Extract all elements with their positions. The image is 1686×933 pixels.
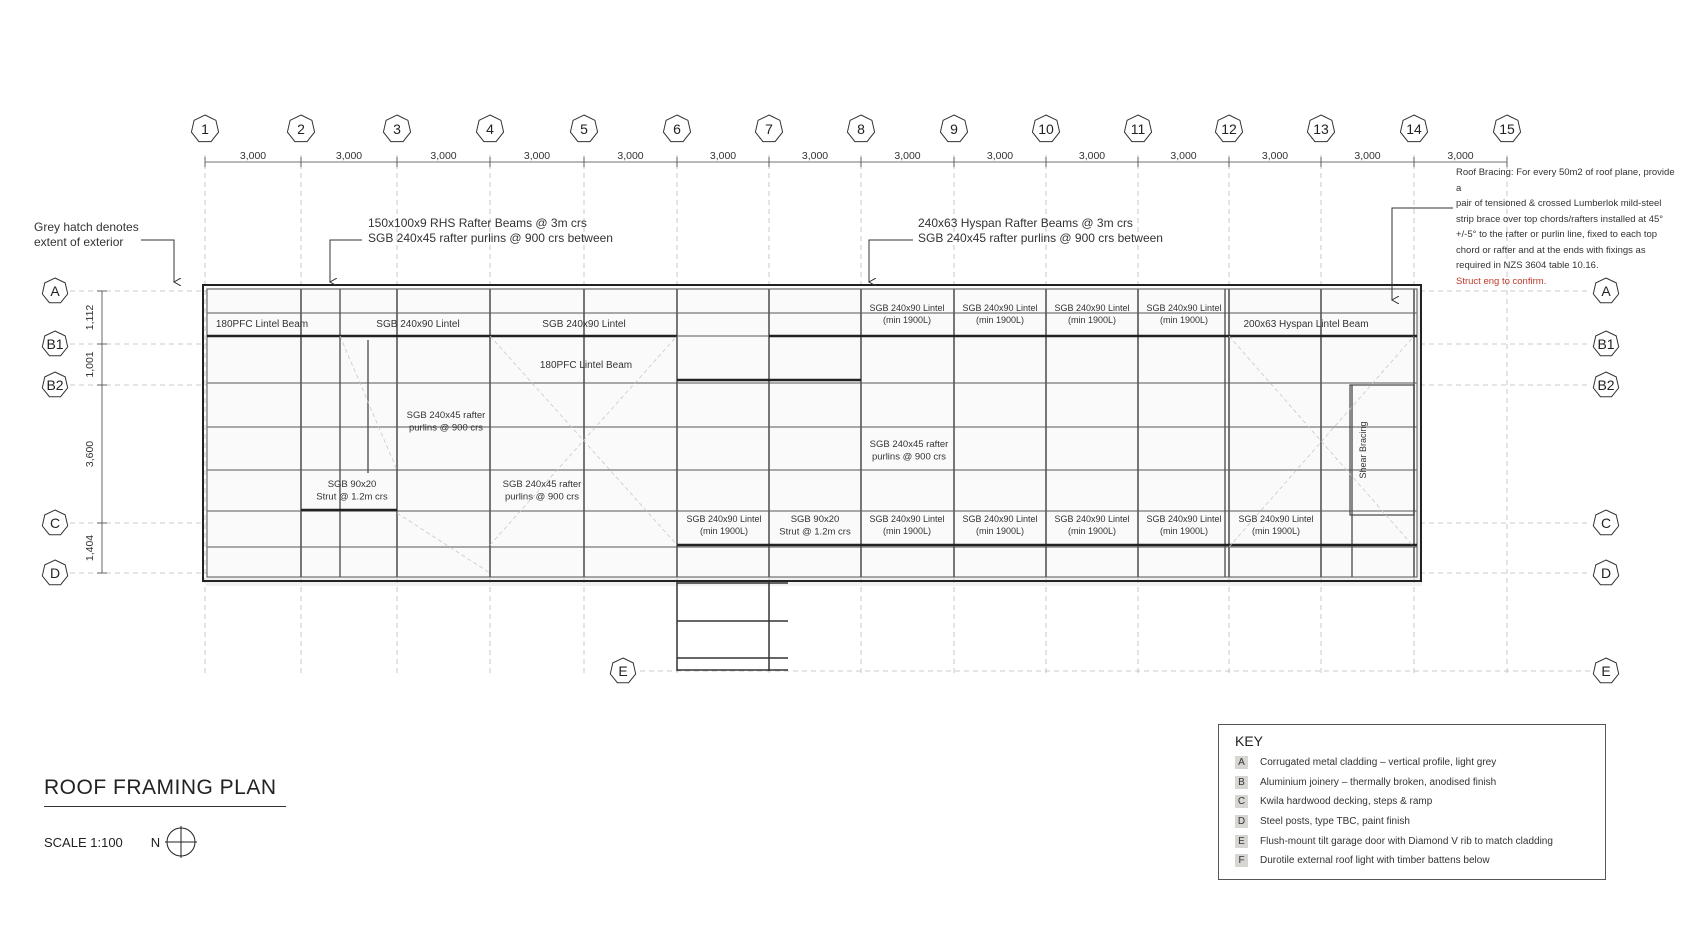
grid-bubble-label: 6 bbox=[673, 121, 681, 137]
label-line: purlins @ 900 crs bbox=[504, 491, 580, 503]
grid-bubble-label: B1 bbox=[46, 336, 64, 352]
dimension-label: 3,000 bbox=[1354, 150, 1381, 162]
grid-bubble-label: C bbox=[49, 515, 61, 531]
label-line: (min 1900L) bbox=[882, 315, 932, 325]
key-code: F bbox=[1235, 854, 1248, 867]
purlin-label bbox=[503, 479, 582, 503]
grid-bubble-label: 9 bbox=[950, 121, 958, 137]
lintel-label bbox=[540, 360, 632, 371]
grid-bubble-label: 8 bbox=[857, 121, 865, 137]
label-line: (min 1900L) bbox=[975, 315, 1025, 325]
key-code: B bbox=[1235, 776, 1248, 789]
label-line: SGB 240x45 rafter bbox=[502, 479, 582, 490]
label-line: SGB 240x90 Lintel bbox=[1146, 303, 1222, 313]
north-label: N bbox=[150, 834, 161, 850]
grid-bubble-label: 2 bbox=[297, 121, 305, 137]
dimension-label: 3,000 bbox=[239, 150, 267, 162]
label-line: Strut @ 1.2m crs bbox=[779, 526, 851, 538]
label-line: Strut @ 1.2m crs bbox=[316, 491, 388, 503]
grid-bubble-label: D bbox=[49, 565, 61, 581]
north-arrow bbox=[151, 825, 198, 859]
grey-hatch-note: Grey hatch denotes extent of exterior bbox=[34, 220, 139, 249]
label-line: (min 1900L) bbox=[1159, 526, 1209, 536]
key-legend bbox=[1218, 724, 1606, 880]
label-line: SGB 240x90 Lintel bbox=[869, 303, 945, 313]
dimension-label: 3,000 bbox=[523, 150, 551, 162]
purlin-label bbox=[407, 410, 486, 434]
label-line: SGB 90x20 bbox=[790, 514, 840, 525]
dimension-label: 3,000 bbox=[430, 150, 457, 162]
key-code: E bbox=[1235, 835, 1248, 848]
dimension-label: 3,000 bbox=[1261, 150, 1289, 162]
key-text: Aluminium joinery – thermally broken, anodised finish bbox=[1260, 776, 1497, 788]
struct-eng-note: Struct eng to confirm. bbox=[1456, 275, 1547, 287]
title-block bbox=[44, 776, 286, 859]
leader-arrow bbox=[141, 240, 174, 282]
label-line: (min 1900L) bbox=[882, 526, 932, 536]
grid-bubble-label: 3 bbox=[393, 121, 401, 137]
key-item bbox=[1235, 831, 1589, 851]
label-line: (min 1900L) bbox=[1251, 526, 1301, 536]
grid-bubble-label: 15 bbox=[1499, 121, 1515, 137]
dimension-label: 3,000 bbox=[1078, 150, 1106, 162]
key-item bbox=[1235, 851, 1589, 871]
lintel-label bbox=[216, 319, 308, 330]
rafter-left-note: 150x100x9 RHS Rafter Beams @ 3m crs SGB 240x45 rafter purlins @ 900 crs between bbox=[368, 216, 613, 245]
scale-row bbox=[44, 825, 286, 859]
label-line: SGB 240x90 Lintel bbox=[542, 319, 626, 330]
label-line: SGB 240x90 Lintel bbox=[686, 514, 762, 524]
grid-bubble-label: D bbox=[1600, 565, 1612, 581]
label-line: (min 1900L) bbox=[1067, 315, 1117, 325]
dimension-label: 1,001 bbox=[84, 351, 96, 378]
dimension-label: 3,000 bbox=[894, 150, 921, 162]
label-line: (min 1900L) bbox=[1159, 315, 1209, 325]
north-symbol-icon bbox=[164, 825, 198, 859]
label-line: 180PFC Lintel Beam bbox=[539, 360, 633, 371]
label-line: SGB 240x90 Lintel bbox=[1054, 514, 1130, 524]
key-text: Durotile external roof light with timber battens below bbox=[1260, 855, 1490, 867]
label-line: SGB 240x45 rafter bbox=[406, 410, 486, 421]
leader-arrow bbox=[330, 240, 362, 282]
dimension-label: 3,000 bbox=[801, 150, 829, 162]
dimension-label: 3,000 bbox=[335, 150, 363, 162]
grid-bubble-label: E bbox=[618, 663, 628, 679]
dimension-label: 3,000 bbox=[709, 150, 737, 162]
grid-bubble-label: 11 bbox=[1130, 121, 1146, 137]
dimension-label: 3,000 bbox=[986, 150, 1014, 162]
label-line: (min 1900L) bbox=[975, 526, 1025, 536]
label-line: SGB 240x90 Lintel bbox=[962, 514, 1038, 524]
label-line: SGB 90x20 bbox=[327, 479, 377, 490]
key-title: KEY bbox=[1235, 733, 1264, 749]
label-line: 180PFC Lintel Beam bbox=[215, 319, 309, 330]
grid-bubble-label: A bbox=[50, 283, 60, 299]
dimension-label: 3,000 bbox=[617, 150, 644, 162]
label-line: 200x63 Hyspan Lintel Beam bbox=[1243, 319, 1369, 330]
key-item bbox=[1235, 812, 1589, 832]
grid-bubble-label: 13 bbox=[1313, 121, 1329, 137]
grid-bubble-label: B2 bbox=[46, 377, 64, 393]
lintel-label bbox=[376, 319, 459, 330]
label-line: SGB 240x90 Lintel bbox=[1238, 514, 1314, 524]
label-line: purlins @ 900 crs bbox=[408, 422, 484, 434]
label-line: SGB 240x90 Lintel bbox=[1146, 514, 1222, 524]
key-item bbox=[1235, 773, 1589, 793]
grid-bubble-label: C bbox=[1600, 515, 1612, 531]
roof-bracing-note: Roof Bracing: For every 50m2 of roof plane, provide a pair of tensioned & crossed Lumberlok mild-steel strip brace over top chords/rafters installed at 45° +/-5° to the rafter or purlin line, fixed to each top chord or rafter and at the ends with fixings as required in NZS 3604 table 10.16. Struct eng to confirm. bbox=[1456, 165, 1682, 289]
grid-bubble-label: 1 bbox=[201, 121, 209, 137]
grid-bubble-label: 12 bbox=[1221, 121, 1237, 137]
dimension-label: 3,600 bbox=[84, 440, 96, 468]
purlin-label bbox=[870, 439, 949, 463]
dimension-label: 3,000 bbox=[1447, 150, 1474, 162]
grid-bubble-label: E bbox=[1601, 663, 1611, 679]
key-text: Steel posts, type TBC, paint finish bbox=[1260, 816, 1410, 828]
label-line: SGB 240x90 Lintel bbox=[1054, 303, 1130, 313]
key-item bbox=[1235, 792, 1589, 812]
key-code: C bbox=[1235, 795, 1248, 808]
dimension-label: 3,000 bbox=[1170, 150, 1197, 162]
rafter-right-note: 240x63 Hyspan Rafter Beams @ 3m crs SGB 240x45 rafter purlins @ 900 crs between bbox=[918, 216, 1163, 245]
lintel-label bbox=[1243, 319, 1368, 330]
label-line: (min 1900L) bbox=[1067, 526, 1117, 536]
leader-arrow bbox=[1392, 208, 1453, 300]
grid-bubble-label: A bbox=[1601, 283, 1611, 299]
key-code: A bbox=[1235, 756, 1248, 769]
dimension-label: 1,112 bbox=[84, 304, 96, 331]
key-text: Flush-mount tilt garage door with Diamond V rib to match cladding bbox=[1260, 835, 1553, 847]
key-code: D bbox=[1235, 815, 1248, 828]
grid-bubble-label: 4 bbox=[486, 121, 494, 137]
lintel-label bbox=[542, 319, 625, 330]
scale-label: SCALE 1:100 bbox=[44, 834, 123, 850]
grid-bubble-label: 10 bbox=[1038, 121, 1054, 137]
key-text: Corrugated metal cladding – vertical profile, light grey bbox=[1260, 757, 1497, 769]
shear-bracing-label: Shear Bracing bbox=[1358, 421, 1368, 479]
drawing-title: ROOF FRAMING PLAN bbox=[44, 776, 286, 807]
grid-bubble-label: 7 bbox=[765, 121, 773, 137]
label-line: purlins @ 900 crs bbox=[871, 451, 947, 463]
label-line: (min 1900L) bbox=[699, 526, 749, 536]
label-line: SGB 240x90 Lintel bbox=[376, 319, 460, 330]
label-line: SGB 240x90 Lintel bbox=[869, 514, 945, 524]
key-text: Kwila hardwood decking, steps & ramp bbox=[1260, 796, 1433, 808]
label-line: SGB 240x45 rafter bbox=[869, 439, 949, 450]
leader-arrow bbox=[869, 240, 913, 282]
label-line: SGB 240x90 Lintel bbox=[962, 303, 1038, 313]
dimension-label: 1,404 bbox=[84, 534, 96, 562]
key-item bbox=[1235, 753, 1589, 773]
grid-bubble-label: B2 bbox=[1597, 377, 1615, 393]
grid-bubble-label: B1 bbox=[1597, 336, 1615, 352]
grid-bubble-label: 5 bbox=[580, 121, 588, 137]
grid-bubble-label: 14 bbox=[1406, 121, 1422, 137]
